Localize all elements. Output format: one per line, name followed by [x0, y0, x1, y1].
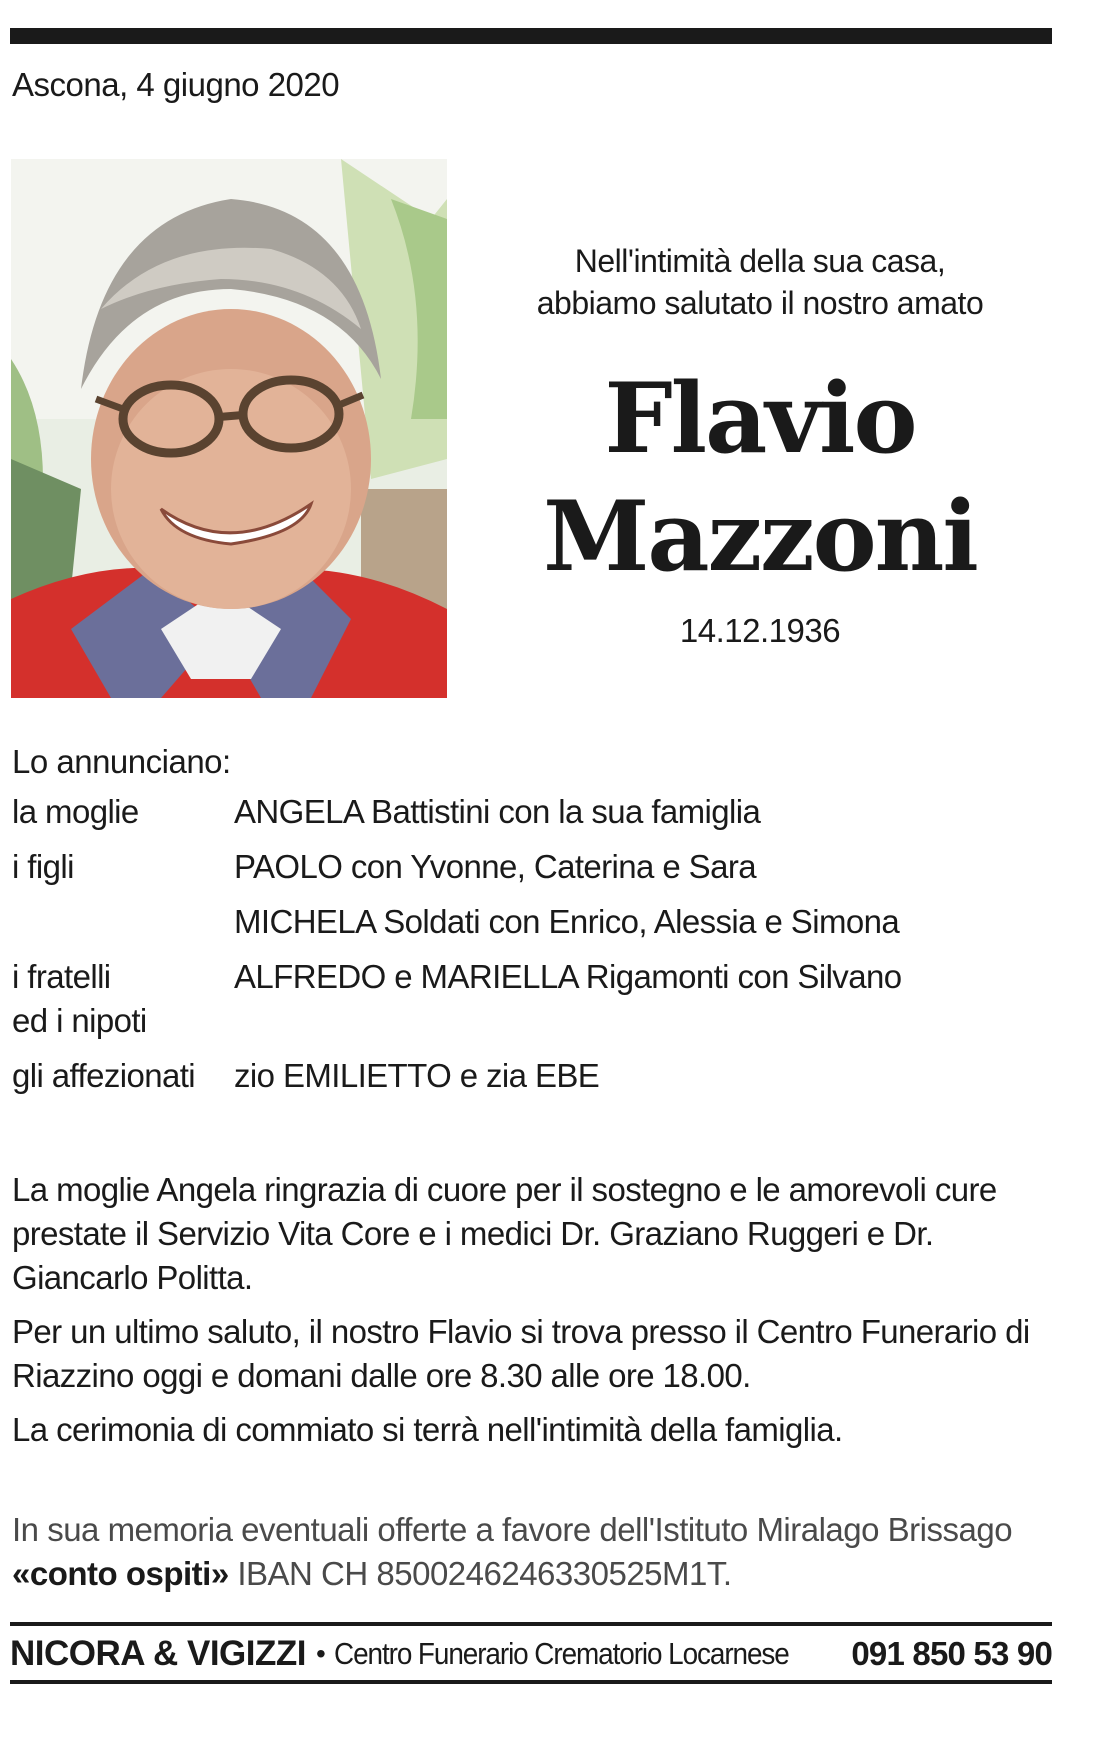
memorial-donation — [12, 1508, 1062, 1596]
funeral-home-name: NICORA & VIGIZZI — [10, 1634, 306, 1673]
viewing-paragraph: Per un ultimo saluto, il nostro Flavio si trova presso il Centro Funerario di Riazzino oggi e domani dalle ore 8.30 alle ore 18.00. — [12, 1313, 1030, 1394]
family-role — [12, 955, 234, 1043]
deceased-name — [520, 360, 1000, 596]
family-names: ANGELA Battistini con la sua famiglia — [234, 793, 761, 830]
family-role-line: i fratelli — [12, 958, 111, 995]
portrait-photo — [11, 159, 447, 698]
intro-line-2: abbiamo salutato il nostro amato — [536, 285, 984, 321]
memorial-account: «conto ospiti» — [12, 1555, 229, 1592]
footer-rule-bottom — [10, 1680, 1052, 1684]
family-row — [12, 1054, 1052, 1098]
family-row — [12, 790, 1052, 834]
family-role: la moglie — [12, 793, 139, 830]
dateline: Ascona, 4 giugno 2020 — [12, 66, 340, 103]
thanks-paragraph: La moglie Angela ringrazia di cuore per il sostegno e le amorevoli cure prestate il Servizio Vita Core e i medici Dr. Graziano Ruggeri e Dr. Giancarlo Politta. — [12, 1171, 997, 1296]
funeral-home-footer — [10, 1630, 1052, 1678]
family-names: MICHELA Soldati con Enrico, Alessia e Simona — [234, 903, 900, 940]
family-names: PAOLO con Yvonne, Caterina e Sara — [234, 848, 756, 885]
family-role: i figli — [12, 848, 74, 885]
first-name: Flavio — [604, 362, 916, 475]
memorial-iban: IBAN CH 8500246246330525M1T. — [237, 1555, 732, 1592]
family-row — [12, 845, 1052, 889]
family-role-line: ed i nipoti — [12, 1002, 147, 1039]
footer-rule-top — [10, 1622, 1052, 1626]
intro-text — [490, 240, 1030, 324]
family-role — [12, 900, 234, 944]
memorial-prefix: In sua memoria eventuali offerte a favore dell'Istituto Miralago Brissago — [12, 1511, 1013, 1548]
family-role: gli affezionati — [12, 1057, 196, 1094]
ceremony-paragraph: La cerimonia di commiato si terrà nell'intimità della famiglia. — [12, 1411, 843, 1448]
funeral-home-description: Centro Funerario Crematorio Locarnese — [333, 1636, 789, 1671]
family-names: zio EMILIETTO e zia EBE — [234, 1057, 600, 1094]
family-row — [12, 900, 1052, 944]
intro-line-1: Nell'intimità della sua casa, — [574, 243, 946, 279]
bullet-separator: • — [315, 1638, 326, 1669]
last-name: Mazzoni — [543, 480, 977, 593]
funeral-home-phone: 091 850 53 90 — [851, 1635, 1052, 1672]
birth-date: 14.12.1936 — [679, 612, 841, 649]
announcement-heading: Lo annunciano: — [12, 743, 231, 780]
family-names: ALFREDO e MARIELLA Rigamonti con Silvano — [234, 958, 902, 995]
top-rule — [10, 28, 1052, 44]
family-row — [12, 955, 1052, 1043]
family-list — [12, 790, 1052, 1098]
